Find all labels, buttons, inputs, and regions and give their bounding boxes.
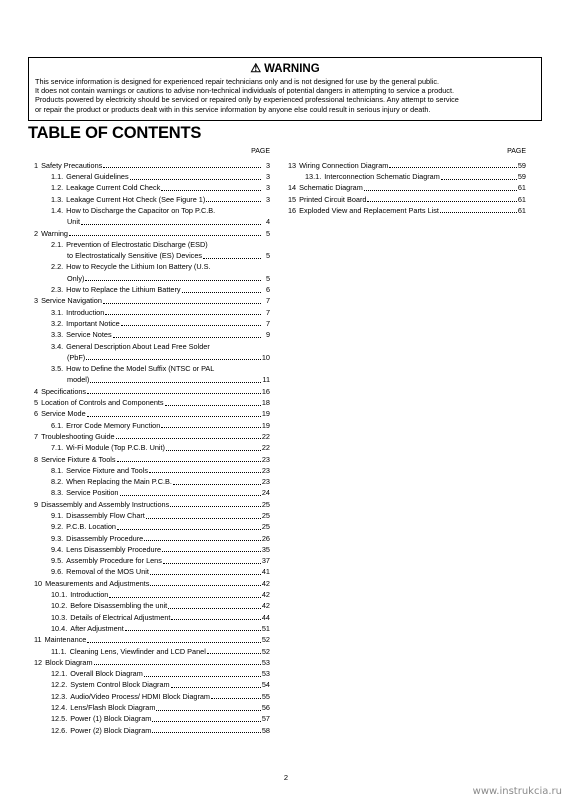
- toc-leader-dots: [211, 698, 261, 699]
- toc-entry-page: 59: [517, 172, 526, 182]
- toc-leader-dots: [173, 484, 261, 485]
- toc-entry-number: 2.3.: [51, 285, 64, 295]
- toc-entry-title: Power (1) Block Diagram: [70, 714, 152, 724]
- toc-entry-title: P.C.B. Location: [66, 522, 116, 532]
- toc-entry: [34, 159, 270, 170]
- toc-entry-page: 58: [261, 725, 270, 735]
- toc-entry-number: 3.2.: [51, 318, 64, 328]
- toc-left-list: [34, 159, 270, 735]
- toc-entry-number: 10.2.: [51, 601, 68, 611]
- toc-leader-dots: [144, 676, 261, 677]
- toc-leader-dots: [163, 563, 261, 564]
- toc-entry-title: Introduction: [70, 590, 109, 600]
- toc-entry: [34, 374, 270, 385]
- toc-entry-page: 52: [261, 646, 270, 656]
- toc-entry-page: 35: [261, 544, 270, 554]
- toc-entry: [288, 170, 526, 181]
- toc-entry: [34, 633, 270, 644]
- toc-leader-dots: [103, 303, 261, 304]
- toc-entry-title: Before Disassembling the unit: [70, 601, 168, 611]
- toc-entry-title: Warning: [41, 228, 68, 238]
- toc-entry-title: Exploded View and Replacement Parts List: [299, 205, 439, 215]
- toc-leader-dots: [161, 427, 261, 428]
- toc-leader-dots: [87, 642, 261, 643]
- toc-entry-number: 12.6.: [51, 725, 68, 735]
- toc-entry: [34, 215, 270, 226]
- toc-leader-dots: [90, 382, 261, 383]
- toc-entry-page: 26: [261, 533, 270, 543]
- toc-entry-number: 6: [34, 409, 39, 419]
- toc-entry-title: model): [67, 375, 90, 385]
- toc-entry-title: Disassembly Procedure: [66, 533, 144, 543]
- toc-entry-title: Safety Precautions: [41, 160, 103, 170]
- toc-entry-page: 11: [262, 375, 270, 385]
- toc-entry-number: 12.2.: [51, 680, 68, 690]
- toc-entry-title: Audio/Video Process/ HDMI Block Diagram: [70, 691, 211, 701]
- toc-right-list: [288, 159, 526, 215]
- toc-leader-dots: [152, 732, 261, 733]
- toc-entry-number: 4: [34, 386, 39, 396]
- toc-leader-dots: [94, 664, 261, 665]
- toc-leader-dots: [171, 687, 261, 688]
- toc-entry-number: 11.1.: [51, 646, 67, 656]
- toc-entry-title: Prevention of Electrostatic Discharge (ESD): [66, 239, 208, 249]
- toc-entry: [34, 713, 270, 724]
- warning-line: or repair the product or products dealt with in this service information by anyone else could result in serious injury or death.: [35, 104, 431, 114]
- toc-entry: [34, 272, 270, 283]
- toc-entry: [34, 430, 270, 441]
- toc-leader-dots: [120, 495, 261, 496]
- toc-entry-number: 9.3.: [51, 533, 64, 543]
- toc-entry-page: 42: [261, 590, 270, 600]
- toc-leader-dots: [109, 597, 261, 598]
- toc-title: TABLE OF CONTENTS: [28, 124, 202, 142]
- warning-title-text: WARNING: [264, 63, 320, 75]
- toc-entry-title: Introduction: [66, 307, 105, 317]
- toc-entry-title: Leakage Current Hot Check (See Figure 1): [66, 194, 206, 204]
- toc-entry-number: 3.4.: [51, 341, 64, 351]
- toc-entry-number: 9.5.: [51, 556, 64, 566]
- toc-entry: [34, 261, 270, 272]
- toc-entry: [34, 249, 270, 260]
- toc-leader-dots: [121, 325, 261, 326]
- toc-entry-number: 6.1.: [51, 420, 64, 430]
- toc-entry: [34, 498, 270, 509]
- toc-leader-dots: [166, 450, 261, 451]
- toc-entry-number: 5: [34, 398, 39, 408]
- toc-entry-page: 22: [261, 443, 270, 453]
- toc-entry-number: 12.5.: [51, 714, 68, 724]
- toc-entry-page: 57: [261, 714, 270, 724]
- warning-title: [35, 61, 535, 76]
- toc-entry: [34, 453, 270, 464]
- toc-leader-dots: [162, 551, 261, 552]
- toc-entry: [34, 385, 270, 396]
- toc-entry-number: 7.1.: [51, 443, 64, 453]
- toc-entry-number: 3: [34, 296, 39, 306]
- toc-entry: [34, 724, 270, 735]
- toc-entry: [34, 408, 270, 419]
- toc-leader-dots: [156, 710, 260, 711]
- toc-entry-page: 54: [261, 680, 270, 690]
- toc-leader-dots: [87, 416, 261, 417]
- toc-entry-title: General Guidelines: [66, 172, 129, 182]
- toc-entry-number: 2.1.: [51, 239, 64, 249]
- toc-entry-number: 7: [34, 431, 39, 441]
- toc-left-column: [34, 147, 270, 735]
- toc-entry-number: 1.3.: [51, 194, 64, 204]
- toc-entry-title: How to Replace the Lithium Battery: [66, 285, 181, 295]
- page-column-header: PAGE: [251, 148, 270, 155]
- toc-entry-title: Disassembly Flow Chart: [66, 511, 145, 520]
- toc-entry-page: 53: [261, 657, 270, 667]
- toc-entry-page: 23: [261, 477, 270, 487]
- toc-entry-title: Details of Electrical Adjustment: [70, 612, 171, 622]
- toc-entry-title: Interconnection Schematic Diagram: [324, 172, 440, 182]
- toc-entry: [34, 362, 270, 373]
- toc-entry-title: General Description About Lead Free Solder: [66, 341, 210, 351]
- toc-entry-number: 8.3.: [51, 488, 64, 498]
- toc-leader-dots: [441, 179, 517, 180]
- toc-entry-number: 1: [34, 160, 39, 170]
- toc-entry-number: 3.3.: [51, 330, 64, 340]
- toc-entry-title: Printed Circuit Board: [299, 194, 367, 204]
- toc-entry-page: 23: [261, 465, 270, 475]
- toc-entry-number: 1.1.: [51, 172, 64, 182]
- toc-entry-page: 7: [265, 318, 270, 328]
- toc-entry: [34, 295, 270, 306]
- warning-triangle-icon: ⚠: [250, 61, 262, 75]
- toc-entry: [34, 238, 270, 249]
- toc-entry: [34, 328, 270, 339]
- toc-entry-number: 9: [34, 499, 39, 509]
- toc-entry: [34, 419, 270, 430]
- toc-entry-page: 3: [265, 160, 270, 170]
- toc-entry-page: 42: [261, 601, 270, 611]
- toc-leader-dots: [168, 608, 261, 609]
- toc-entry-title: Disassembly and Assembly Instructions: [41, 499, 170, 509]
- toc-entry-number: 12.4.: [51, 703, 68, 713]
- toc-entry-title: Important Notice: [66, 318, 120, 328]
- toc-entry-page: 25: [261, 522, 270, 532]
- toc-entry-title: Assembly Procedure for Lens: [66, 556, 162, 566]
- toc-leader-dots: [144, 540, 261, 541]
- toc-entry: [34, 566, 270, 577]
- toc-entry-page: 7: [265, 307, 270, 317]
- toc-leader-dots: [117, 529, 261, 530]
- toc-entry-number: 9.1.: [51, 511, 64, 520]
- toc-entry: [34, 475, 270, 486]
- toc-entry-page: 56: [261, 703, 270, 713]
- toc-entry: [34, 193, 270, 204]
- toc-entry-number: 2: [34, 228, 39, 238]
- toc-entry: [34, 182, 270, 193]
- toc-entry-number: 8.1.: [51, 465, 64, 475]
- toc-entry: [288, 182, 526, 193]
- toc-entry-page: 37: [261, 556, 270, 566]
- toc-entry-page: 61: [517, 183, 526, 193]
- toc-entry-title: When Replacing the Main P.C.B.: [66, 477, 172, 487]
- toc-entry-number: 9.4.: [51, 544, 64, 554]
- toc-entry-page: 44: [261, 612, 270, 622]
- toc-entry-title: Location of Controls and Components: [41, 398, 164, 408]
- toc-leader-dots: [165, 405, 261, 406]
- toc-entry-page: 25: [261, 511, 270, 520]
- toc-entry: [34, 283, 270, 294]
- toc-entry: [34, 656, 270, 667]
- toc-leader-dots: [117, 461, 261, 462]
- toc-leader-dots: [125, 630, 261, 631]
- toc-entry-page: 4: [265, 217, 270, 227]
- toc-entry-page: 6: [265, 285, 270, 295]
- toc-entry-page: 5: [265, 251, 270, 261]
- toc-entry: [34, 170, 270, 181]
- toc-entry: [34, 667, 270, 678]
- toc-entry-number: 9.2.: [51, 522, 64, 532]
- toc-entry-title: Wiring Connection Diagram: [299, 160, 389, 170]
- toc-entry-title: Only): [67, 273, 85, 283]
- toc-entry-title: Error Code Memory Function: [66, 420, 161, 430]
- toc-entry-title: Schematic Diagram: [299, 183, 363, 193]
- toc-entry-title: Wi-Fi Module (Top P.C.B. Unit): [66, 443, 165, 453]
- toc-entry-title: After Adjustment: [70, 623, 124, 633]
- toc-entry-page: 10: [261, 352, 270, 362]
- toc-entry-page: 18: [261, 398, 270, 408]
- toc-entry-title: Service Navigation: [41, 296, 102, 306]
- toc-leader-dots: [150, 585, 261, 586]
- toc-entry: [34, 690, 270, 701]
- toc-entry: [288, 159, 526, 170]
- toc-entry: [288, 204, 526, 215]
- toc-entry-number: 15: [288, 194, 297, 204]
- toc-entry: [34, 701, 270, 712]
- toc-entry-title: System Control Block Diagram: [70, 680, 170, 690]
- toc-entry-title: Service Fixture & Tools: [41, 454, 116, 464]
- toc-entry-title: Overall Block Diagram: [70, 669, 143, 679]
- toc-entry-number: 11: [34, 635, 42, 645]
- toc-leader-dots: [116, 438, 261, 439]
- toc-entry: [34, 487, 270, 498]
- toc-entry-page: 51: [261, 623, 270, 633]
- toc-entry-page: 41: [261, 567, 270, 577]
- toc-entry-title: Power (2) Block Diagram: [70, 725, 152, 735]
- toc-entry-page: 22: [261, 431, 270, 441]
- toc-entry: [34, 227, 270, 238]
- toc-entry-page: 3: [265, 183, 270, 193]
- toc-entry-number: 1.4.: [51, 205, 64, 215]
- toc-entry-page: 23: [261, 454, 270, 464]
- toc-entry-number: 10.4.: [51, 623, 68, 633]
- toc-leader-dots: [146, 518, 261, 519]
- toc-entry: [34, 588, 270, 599]
- toc-entry-page: 5: [265, 273, 270, 283]
- toc-entry-title: How to Discharge the Capacitor on Top P.C.B.: [66, 205, 216, 215]
- toc-leader-dots: [86, 359, 261, 360]
- toc-entry-number: 13.1.: [305, 172, 322, 182]
- toc-leader-dots: [182, 292, 261, 293]
- toc-leader-dots: [150, 574, 261, 575]
- toc-leader-dots: [367, 201, 516, 202]
- warning-line: Products powered by electricity should be serviced or repaired only by experienced professional technicians. Any attempt to service: [35, 95, 459, 105]
- toc-leader-dots: [171, 619, 260, 620]
- toc-entry-number: 12.1.: [51, 669, 68, 679]
- toc-entry-number: 2.2.: [51, 262, 64, 272]
- toc-entry-page: 59: [517, 160, 526, 170]
- toc-entry-title: Maintenance: [44, 635, 87, 645]
- toc-entry-title: Unit: [67, 217, 80, 227]
- toc-entry-page: 61: [517, 194, 526, 204]
- toc-entry: [34, 340, 270, 351]
- toc-entry-number: 10: [34, 578, 43, 588]
- toc-entry: [34, 611, 270, 622]
- toc-entry-page: 19: [261, 420, 270, 430]
- toc-entry-page: 24: [261, 488, 270, 498]
- toc-entry-number: 13: [288, 160, 297, 170]
- toc-entry-number: 10.1.: [51, 590, 68, 600]
- toc-entry-number: 8: [34, 454, 39, 464]
- toc-entry-number: 12.3.: [51, 691, 68, 701]
- toc-leader-dots: [149, 472, 261, 473]
- toc-right-column: [288, 147, 526, 215]
- toc-entry-page: 61: [517, 205, 526, 215]
- toc-leader-dots: [81, 224, 261, 225]
- toc-leader-dots: [389, 167, 517, 168]
- warning-line: It does not contain warnings or cautions to advise non-technical individuals of potential dangers in attempting to service a product.: [35, 86, 455, 96]
- toc-entry-number: 3.1.: [51, 307, 64, 317]
- toc-entry: [34, 577, 270, 588]
- toc-entry: [34, 306, 270, 317]
- toc-leader-dots: [103, 167, 261, 168]
- toc-entry: [34, 622, 270, 633]
- toc-entry-number: 8.2.: [51, 477, 64, 487]
- toc-entry-page: 25: [261, 499, 270, 509]
- toc-leader-dots: [113, 337, 261, 338]
- page-number: 2: [283, 773, 289, 782]
- toc-entry-title: Specifications: [41, 386, 87, 396]
- warning-line: This service information is designed for experienced repair technicians only and is not designed for use by the general public.: [35, 77, 439, 86]
- toc-leader-dots: [207, 653, 261, 654]
- toc-entry-number: 1.2.: [51, 183, 64, 193]
- toc-entry-page: 5: [265, 228, 270, 238]
- toc-leader-dots: [130, 179, 261, 180]
- toc-leader-dots: [85, 280, 261, 281]
- toc-entry-title: How to Define the Model Suffix (NTSC or PAL: [66, 364, 215, 374]
- toc-entry-page: 55: [261, 691, 270, 701]
- toc-entry: [34, 543, 270, 554]
- toc-leader-dots: [440, 212, 517, 213]
- toc-entry-page: 3: [265, 172, 270, 182]
- toc-leader-dots: [69, 235, 261, 236]
- page-column-header: PAGE: [507, 148, 526, 155]
- toc-entry: [34, 509, 270, 520]
- toc-entry: [34, 532, 270, 543]
- toc-entry: [34, 521, 270, 532]
- toc-entry-number: 10.3.: [51, 612, 68, 622]
- toc-entry: [34, 441, 270, 452]
- toc-leader-dots: [152, 721, 261, 722]
- toc-entry-number: 16: [288, 205, 297, 215]
- toc-leader-dots: [170, 506, 261, 507]
- toc-entry: [288, 193, 526, 204]
- toc-entry-page: 42: [261, 578, 270, 588]
- toc-entry-title: Leakage Current Cold Check: [66, 183, 161, 193]
- toc-entry-title: Removal of the MOS Unit: [66, 567, 149, 577]
- watermark: www.instrukcia.ru: [472, 786, 562, 797]
- toc-entry-title: Service Fixture and Tools: [66, 465, 148, 475]
- toc-leader-dots: [105, 314, 261, 315]
- toc-entry-number: 12: [34, 657, 43, 667]
- toc-entry-title: Measurements and Adjustments: [45, 578, 150, 588]
- toc-entry-title: (PbF): [67, 352, 86, 362]
- toc-entry-number: 3.5.: [51, 364, 64, 374]
- toc-entry-title: Cleaning Lens, Viewfinder and LCD Panel: [69, 646, 206, 656]
- toc-entry-page: 3: [265, 194, 270, 204]
- toc-entry-page: 9: [265, 330, 270, 340]
- toc-leader-dots: [87, 393, 261, 394]
- toc-entry-title: to Electrostatically Sensitive (ES) Devices: [67, 251, 203, 261]
- toc-entry-title: How to Recycle the Lithium Ion Battery (U.S.: [66, 262, 211, 272]
- toc-entry: [34, 679, 270, 690]
- toc-entry-page: 19: [261, 409, 270, 419]
- toc-entry: [34, 317, 270, 328]
- toc-entry-page: 7: [265, 296, 270, 306]
- toc-entry: [34, 554, 270, 565]
- toc-entry: [34, 396, 270, 407]
- toc-entry-title: Service Mode: [41, 409, 86, 419]
- toc-entry-number: 9.6.: [51, 567, 64, 577]
- toc-entry-title: Service Position: [66, 488, 119, 498]
- toc-entry-page: 52: [261, 635, 270, 645]
- toc-leader-dots: [206, 201, 261, 202]
- toc-leader-dots: [203, 258, 261, 259]
- toc-entry-title: Lens Disassembly Procedure: [66, 544, 162, 554]
- toc-entry: [34, 204, 270, 215]
- toc-leader-dots: [364, 190, 517, 191]
- toc-entry-number: 14: [288, 183, 297, 193]
- toc-entry-title: Troubleshooting Guide: [41, 431, 115, 441]
- toc-entry-title: Service Notes: [66, 330, 112, 340]
- toc-entry: [34, 351, 270, 362]
- toc-entry-page: 53: [261, 669, 270, 679]
- warning-box: [28, 57, 542, 121]
- toc-entry: [34, 464, 270, 475]
- toc-entry: [34, 645, 270, 656]
- toc-entry-title: Block Diagram: [45, 657, 93, 667]
- toc-entry-title: Lens/Flash Block Diagram: [70, 703, 156, 713]
- toc-leader-dots: [161, 190, 261, 191]
- toc-entry: [34, 600, 270, 611]
- toc-entry-page: 16: [261, 386, 270, 396]
